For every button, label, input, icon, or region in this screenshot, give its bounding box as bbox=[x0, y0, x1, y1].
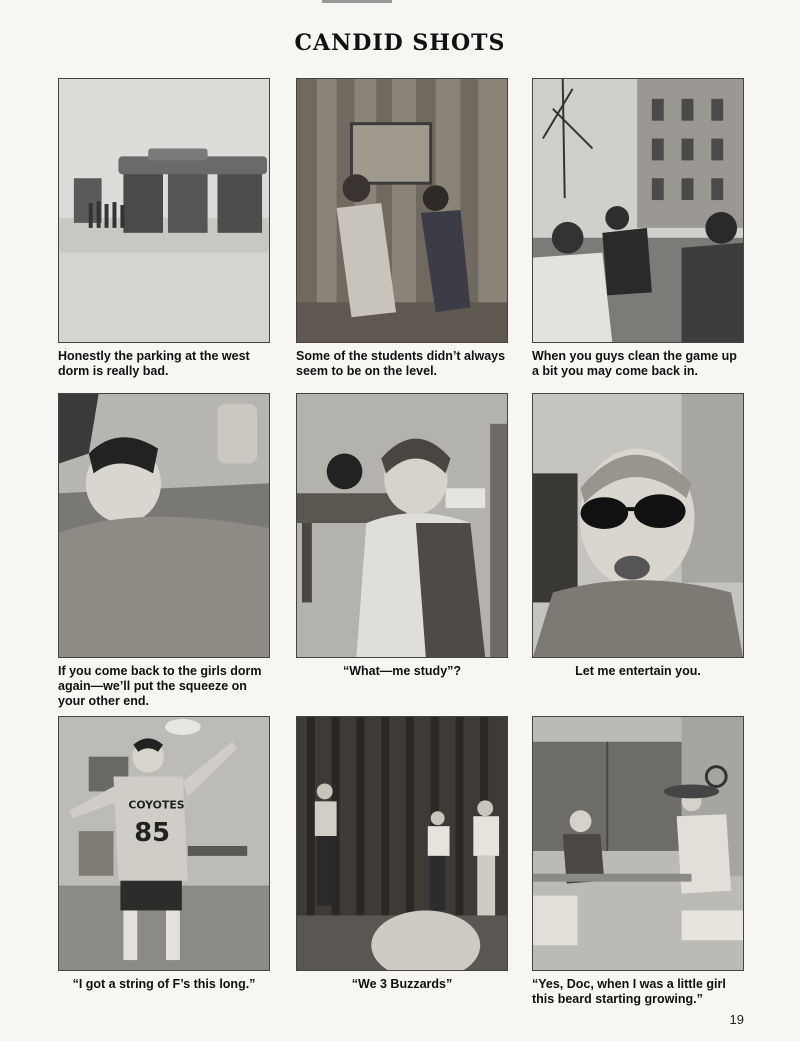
photo-caption: “Yes, Doc, when I was a little girl this beard starting growing.” bbox=[532, 977, 726, 1006]
dorm-squeeze-photo bbox=[58, 393, 270, 658]
photo-card bbox=[296, 78, 508, 379]
photo-card bbox=[296, 716, 508, 992]
football-jersey-photo bbox=[58, 716, 270, 971]
photo-caption: “We 3 Buzzards” bbox=[351, 977, 453, 991]
photo-caption: When you guys clean the game up a bit you may come back in. bbox=[532, 349, 737, 378]
svg-text:COYOTES: COYOTES bbox=[128, 798, 185, 812]
photo-card bbox=[296, 393, 508, 679]
outdoor-game-photo bbox=[532, 78, 744, 343]
photo-caption: Some of the students didn’t always seem to be on the level. bbox=[296, 349, 506, 378]
photo-card bbox=[532, 716, 744, 1007]
photo-card bbox=[532, 393, 744, 679]
photo-caption: If you come back to the girls dorm again—we’ll put the squeeze on your other end. bbox=[58, 664, 262, 708]
students-leaning-photo bbox=[296, 78, 508, 343]
cars-stacked-sculpture-photo bbox=[58, 78, 270, 343]
page-number: 19 bbox=[729, 1012, 744, 1027]
svg-text:85: 85 bbox=[134, 818, 171, 849]
student-at-desk-photo bbox=[296, 393, 508, 658]
page-title: CANDID SHOTS bbox=[294, 30, 506, 56]
sunglasses-photo bbox=[532, 393, 744, 658]
photo-caption: Let me entertain you. bbox=[575, 664, 701, 678]
photo-card bbox=[532, 78, 744, 379]
photo-card bbox=[58, 393, 270, 709]
classroom-skit-photo bbox=[532, 716, 744, 971]
photo-caption: Honestly the parking at the west dorm is really bad. bbox=[58, 349, 250, 378]
photo-card bbox=[58, 78, 270, 379]
page-top-mark bbox=[322, 0, 392, 3]
stage-performance-photo bbox=[296, 716, 508, 971]
photo-caption: “What—me study”? bbox=[342, 664, 462, 678]
photo-card bbox=[58, 716, 270, 992]
photo-caption: “I got a string of F’s this long.” bbox=[72, 977, 256, 991]
